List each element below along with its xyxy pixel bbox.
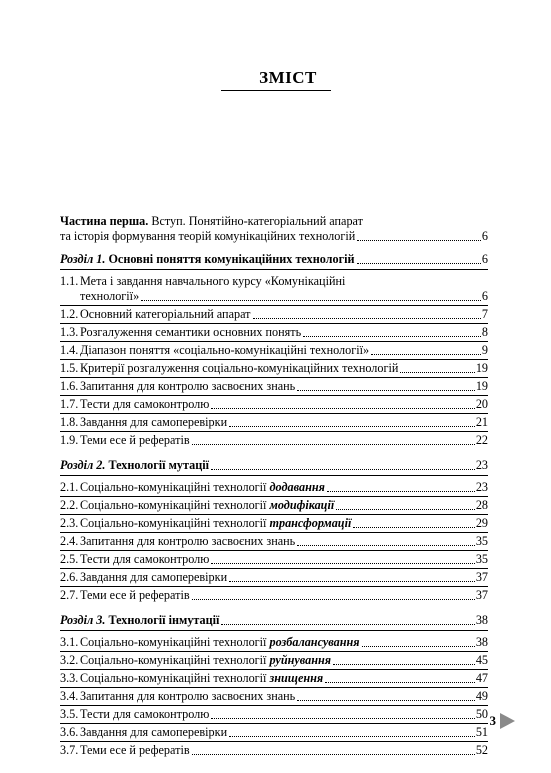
entry-number: 2.4. (60, 534, 79, 548)
entry-page: 50 (475, 707, 488, 721)
toc-entry[interactable] (60, 515, 488, 533)
leader-dots (192, 754, 475, 755)
toc-entry[interactable] (60, 634, 488, 652)
toc-entry[interactable] (60, 342, 488, 360)
chapter-heading[interactable] (60, 613, 488, 631)
entry-title-cont: технології» (80, 289, 140, 303)
leader-dots (297, 390, 475, 391)
toc-entry[interactable] (60, 551, 488, 569)
chapter-label: Розділ 3. (60, 613, 106, 627)
toc-entry[interactable] (60, 569, 488, 587)
entry-page: 29 (475, 516, 488, 530)
page-title: ЗМІСТ (259, 68, 317, 87)
leader-dots (357, 263, 481, 264)
leader-dots (141, 300, 481, 301)
entry-page: 19 (475, 379, 488, 393)
entry-title: Тести для самоконтролю (80, 397, 210, 411)
leader-dots (353, 527, 474, 528)
entry-page: 22 (475, 433, 488, 447)
entry-emphasis: модифікації (269, 498, 335, 512)
part-page: 6 (481, 229, 488, 243)
entry-emphasis: руйнування (269, 653, 332, 667)
toc-entry[interactable] (60, 396, 488, 414)
entry-number: 2.6. (60, 570, 79, 584)
entry-number: 1.1. (60, 274, 79, 288)
entry-page: 47 (475, 671, 488, 685)
entry-number: 2.3. (60, 516, 79, 530)
part-text-1: Вступ. Понятійно-категоріальний апарат (151, 214, 363, 228)
entry-title: Тести для самоконтролю (80, 707, 210, 721)
entry-number: 1.4. (60, 343, 79, 357)
entry-title: Теми есе й рефератів (80, 588, 190, 602)
leader-dots (336, 509, 475, 510)
toc-entry[interactable] (60, 742, 488, 759)
toc-entry[interactable] (60, 479, 488, 497)
entry-page: 9 (481, 343, 488, 357)
entry-title: Соціально-комунікаційні технології (80, 498, 267, 512)
leader-dots (325, 682, 475, 683)
leader-dots (327, 491, 475, 492)
leader-dots (303, 336, 481, 337)
entry-number: 3.4. (60, 689, 79, 703)
entry-number: 1.5. (60, 361, 79, 375)
title-underline (221, 90, 331, 91)
entry-title: Завдання для самоперевірки (80, 570, 228, 584)
entry-page: 52 (475, 743, 488, 757)
entry-emphasis: знищення (269, 671, 324, 685)
entry-page: 35 (475, 534, 488, 548)
entry-number: 3.6. (60, 725, 79, 739)
toc-entry[interactable] (60, 360, 488, 378)
entry-number: 3.2. (60, 653, 79, 667)
chapter-heading[interactable] (60, 458, 488, 476)
entry-page: 45 (475, 653, 488, 667)
entry-page: 35 (475, 552, 488, 566)
entry-title: Діапазон поняття «соціально-комунікаційні технології» (80, 343, 370, 357)
leader-dots (211, 563, 474, 564)
entry-title: Теми есе й рефератів (80, 743, 190, 757)
entry-page: 51 (475, 725, 488, 739)
chapter-name: Основні поняття комунікаційних технологій (108, 252, 355, 266)
toc-entry[interactable] (60, 414, 488, 432)
chapter-1 (60, 252, 488, 449)
leader-dots (400, 372, 474, 373)
entry-number: 3.5. (60, 707, 79, 721)
toc-entry[interactable] (60, 587, 488, 604)
entry-page: 23 (475, 480, 488, 494)
entry-number: 1.6. (60, 379, 79, 393)
entry-title: Теми есе й рефератів (80, 433, 190, 447)
page-footer (490, 713, 516, 729)
entry-title: Основний категоріальний апарат (80, 307, 251, 321)
entry-number: 1.3. (60, 325, 79, 339)
leader-dots (362, 646, 475, 647)
part-label: Частина перша. (60, 214, 149, 228)
chapter-page: 23 (475, 458, 488, 472)
entry-number: 1.2. (60, 307, 79, 321)
entry-page: 37 (475, 570, 488, 584)
chapter-page: 6 (481, 252, 488, 266)
leader-dots (192, 599, 475, 600)
chapter-name: Технології мутації (108, 458, 210, 472)
toc-entry[interactable] (60, 306, 488, 324)
entry-title: Соціально-комунікаційні технології (80, 516, 267, 530)
leader-dots (371, 354, 481, 355)
entry-emphasis: розбалансування (269, 635, 360, 649)
entry-page: 8 (481, 325, 488, 339)
leader-dots (192, 444, 475, 445)
toc-entry[interactable] (60, 688, 488, 706)
entry-number: 2.5. (60, 552, 79, 566)
leader-dots (297, 700, 475, 701)
toc-entry[interactable] (60, 432, 488, 449)
entry-page: 49 (475, 689, 488, 703)
entry-title: Мета і завдання навчального курсу «Комунікаційні (80, 274, 346, 288)
leader-dots (229, 426, 475, 427)
toc-entry[interactable] (60, 706, 488, 724)
entry-title: Запитання для контролю засвоєних знань (80, 689, 296, 703)
entry-title: Запитання для контролю засвоєних знань (80, 379, 296, 393)
entry-page: 20 (475, 397, 488, 411)
entry-number: 2.7. (60, 588, 79, 602)
toc-entry[interactable] (60, 324, 488, 342)
leader-dots (211, 469, 475, 470)
part-text-2: та історія формування теорій комунікаційних технологій (60, 229, 356, 243)
entry-title: Соціально-комунікаційні технології (80, 653, 267, 667)
entry-number: 3.3. (60, 671, 79, 685)
leader-dots (211, 718, 474, 719)
chapter-label: Розділ 2. (60, 458, 106, 472)
page-number: 3 (489, 713, 496, 728)
leader-dots (357, 240, 481, 241)
entry-number: 2.2. (60, 498, 79, 512)
entry-title: Критерії розгалуження соціально-комунікаційних технологій (80, 361, 399, 375)
chapters (60, 252, 488, 759)
entry-title: Запитання для контролю засвоєних знань (80, 534, 296, 548)
leader-dots (229, 581, 475, 582)
leader-dots (333, 664, 475, 665)
entry-page: 38 (475, 635, 488, 649)
entry-number: 3.1. (60, 635, 79, 649)
leader-dots (211, 408, 474, 409)
entry-number: 1.7. (60, 397, 79, 411)
triangle-right-icon (500, 713, 515, 729)
leader-dots (297, 545, 475, 546)
entry-page: 37 (475, 588, 488, 602)
leader-dots (229, 736, 475, 737)
toc-entry[interactable] (60, 670, 488, 688)
chapter-name: Технології інмутації (108, 613, 220, 627)
table-of-contents (60, 214, 488, 768)
entry-title: Завдання для самоперевірки (80, 415, 228, 429)
entry-number: 2.1. (60, 480, 79, 494)
chapter-page: 38 (475, 613, 488, 627)
toc-entry[interactable] (60, 533, 488, 551)
chapter-label: Розділ 1. (60, 252, 106, 266)
leader-dots (253, 318, 481, 319)
entry-emphasis: додавання (269, 480, 325, 494)
entry-number: 3.7. (60, 743, 79, 757)
entry-emphasis: трансформації (269, 516, 352, 530)
toc-entry[interactable] (60, 273, 488, 306)
entry-number: 1.8. (60, 415, 79, 429)
part-one (60, 214, 488, 244)
entry-page: 6 (481, 289, 488, 303)
chapter-2 (60, 458, 488, 604)
toc-entry[interactable] (60, 497, 488, 515)
entry-title: Соціально-комунікаційні технології (80, 671, 267, 685)
toc-entry[interactable] (60, 378, 488, 396)
entry-title: Соціально-комунікаційні технології (80, 635, 267, 649)
entry-title: Розгалуження семантики основних понять (80, 325, 302, 339)
entry-title: Тести для самоконтролю (80, 552, 210, 566)
entry-page: 7 (481, 307, 488, 321)
entry-title: Завдання для самоперевірки (80, 725, 228, 739)
entry-page: 19 (475, 361, 488, 375)
toc-entry[interactable] (60, 724, 488, 742)
entry-page: 28 (475, 498, 488, 512)
leader-dots (221, 624, 474, 625)
entry-title: Соціально-комунікаційні технології (80, 480, 267, 494)
chapter-3 (60, 613, 488, 759)
entry-number: 1.9. (60, 433, 79, 447)
entry-page: 21 (475, 415, 488, 429)
toc-entry[interactable] (60, 652, 488, 670)
chapter-heading[interactable] (60, 252, 488, 270)
